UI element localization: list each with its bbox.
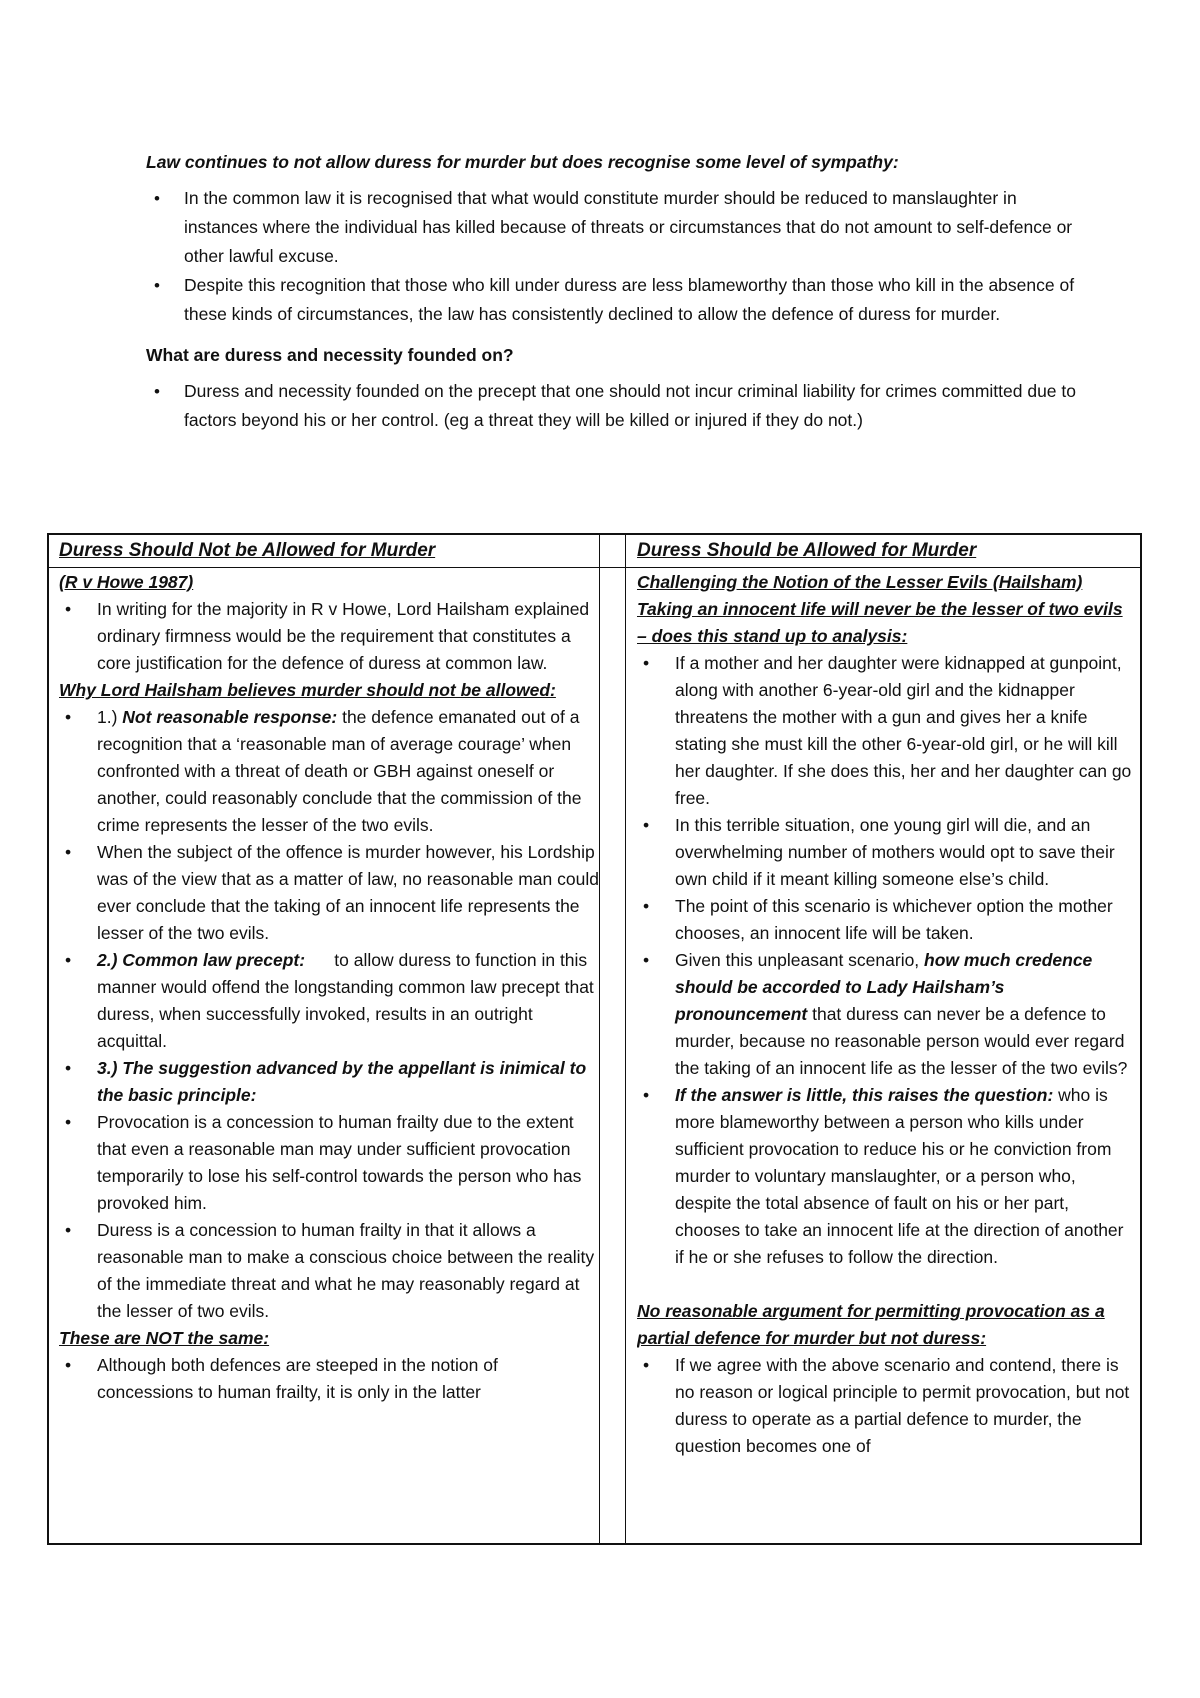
item-lead: 1.)	[97, 707, 123, 727]
table-column-divider-left	[599, 535, 600, 1543]
item-lead: Given this unpleasant scenario,	[675, 950, 925, 970]
case-label: (R v Howe 1987)	[59, 572, 194, 592]
intro-heading-sympathy: Law continues to not allow duress for murder but does recognise some level of sympathy:	[146, 152, 899, 172]
intro-bullet-list-2	[146, 377, 1076, 435]
item-text: the defence emanated out of a recognition that a ‘reasonable man of average courage’ when confronted with a threat of death or GBH against oneself or another, could reasonably conclude that the commission of the crime represents the lesser of the two evils.	[97, 707, 582, 835]
list-item	[637, 1082, 1137, 1271]
list-item: • Duress is a concession to human frailty in that it allows a reasonable man to make a conscious choice between the reality of the immediate threat and what he may reasonably regard at the lesser of two evils.	[59, 1217, 599, 1325]
item-bold: Not reasonable response:	[122, 707, 338, 727]
list-item	[59, 1055, 599, 1109]
list-item: • If a mother and her daughter were kidnapped at gunpoint, along with another 6-year-old girl and the kidnapper threatens the mother with a gun and gives her a knife stating she must kill the other 6-year-old girl, or he will kill her daughter. If she does this, her and her daughter can go free.	[637, 650, 1137, 812]
list-item: • Duress and necessity founded on the precept that one should not incur criminal liability for crimes committed due to factors beyond his or her control. (eg a threat they will be killed or injured if they do not.)	[146, 377, 1076, 435]
list-item: • When the subject of the offence is murder however, his Lordship was of the view that as a matter of law, no reasonable man could ever conclude that the taking of an innocent life represents the lesser of the two evils.	[59, 839, 599, 947]
comparison-table	[47, 533, 1142, 1545]
item-bold: how much credence should be accorded to Lady Hailsham’s pronouncement	[675, 950, 1093, 1024]
list-item: • Provocation is a concession to human frailty due to the extent that even a reasonable man may under sufficient provocation temporarily to lose his self-control towards the person who has provoked him.	[59, 1109, 599, 1217]
column-title-for: Duress Should be Allowed for Murder	[637, 540, 977, 561]
list-item: • In writing for the majority in R v Howe, Lord Hailsham explained ordinary firmness would be the requirement that constitutes a core justification for the defence of duress at common law.	[59, 596, 599, 677]
spacer	[637, 1271, 1137, 1298]
table-column-divider-right	[625, 535, 626, 1543]
list-item	[59, 704, 599, 839]
item-text: who is more blameworthy between a person who kills under sufficient provocation to reduce his or he conviction from murder to voluntary manslaughter, or a person who, despite the total absence of fault on his or her part, chooses to take an innocent life at the direction of another if he or she refuses to follow the direction.	[675, 1085, 1124, 1267]
list-item: • The point of this scenario is whichever option the mother chooses, an innocent life will be taken.	[637, 893, 1137, 947]
intro-heading-founded: What are duress and necessity founded on?	[146, 345, 514, 365]
sub-heading-no-reasonable-argument: No reasonable argument for permitting provocation as a partial defence for murder but not duress:	[637, 1301, 1105, 1348]
item-text: that duress can never be a defence to murder, because no reasonable person would ever regard the taking of an innocent life as the lesser of the two evils?	[675, 1004, 1128, 1078]
sub-heading-not-same: These are NOT the same:	[59, 1328, 270, 1348]
right-list-a	[637, 650, 1137, 1271]
sub-heading-hailsham-reasons: Why Lord Hailsham believes murder should not be allowed:	[59, 680, 556, 700]
left-list-b	[59, 704, 599, 1325]
table-column-for	[637, 535, 1137, 1543]
left-list-a	[59, 596, 599, 677]
right-list-b	[637, 1352, 1137, 1460]
list-item: • In this terrible situation, one young girl will die, and an overwhelming number of mothers would opt to save their own child if it meant killing someone else’s child.	[637, 812, 1137, 893]
list-item: • Although both defences are steeped in the notion of concessions to human frailty, it is only in the latter	[59, 1352, 599, 1406]
column-title-against: Duress Should Not be Allowed for Murder	[59, 540, 436, 561]
item-bold: 3.) The suggestion advanced by the appellant is inimical to the basic principle:	[97, 1058, 587, 1105]
list-item: • Despite this recognition that those who kill under duress are less blameworthy than those who kill in the absence of these kinds of circumstances, the law has consistently declined to allow the defence of duress for murder.	[146, 271, 1076, 329]
item-bold: If the answer is little, this raises the question:	[675, 1085, 1054, 1105]
sub-heading-lesser-evils: Challenging the Notion of the Lesser Evils (Hailsham) Taking an innocent life will never be the lesser of two evils – does this stand up to analysis:	[637, 572, 1123, 646]
list-item	[637, 947, 1137, 1082]
intro-bullet-list-1	[146, 184, 1076, 329]
left-list-c	[59, 1352, 599, 1406]
item-bold: 2.) Common law precept:	[97, 950, 306, 970]
intro-section	[146, 148, 1076, 447]
list-item: • In the common law it is recognised that what would constitute murder should be reduced to manslaughter in instances where the individual has killed because of threats or circumstances that do not amount to self-defence or other lawful excuse.	[146, 184, 1076, 271]
list-item: • If we agree with the above scenario and contend, there is no reason or logical principle to permit provocation, but not duress to operate as a partial defence to murder, the question becomes one of	[637, 1352, 1137, 1460]
item-text: to allow duress to function in this manner would offend the longstanding common law precept that duress, when successfully invoked, results in an outright acquittal.	[97, 950, 594, 1051]
list-item	[59, 947, 599, 1055]
table-column-against	[59, 535, 599, 1543]
